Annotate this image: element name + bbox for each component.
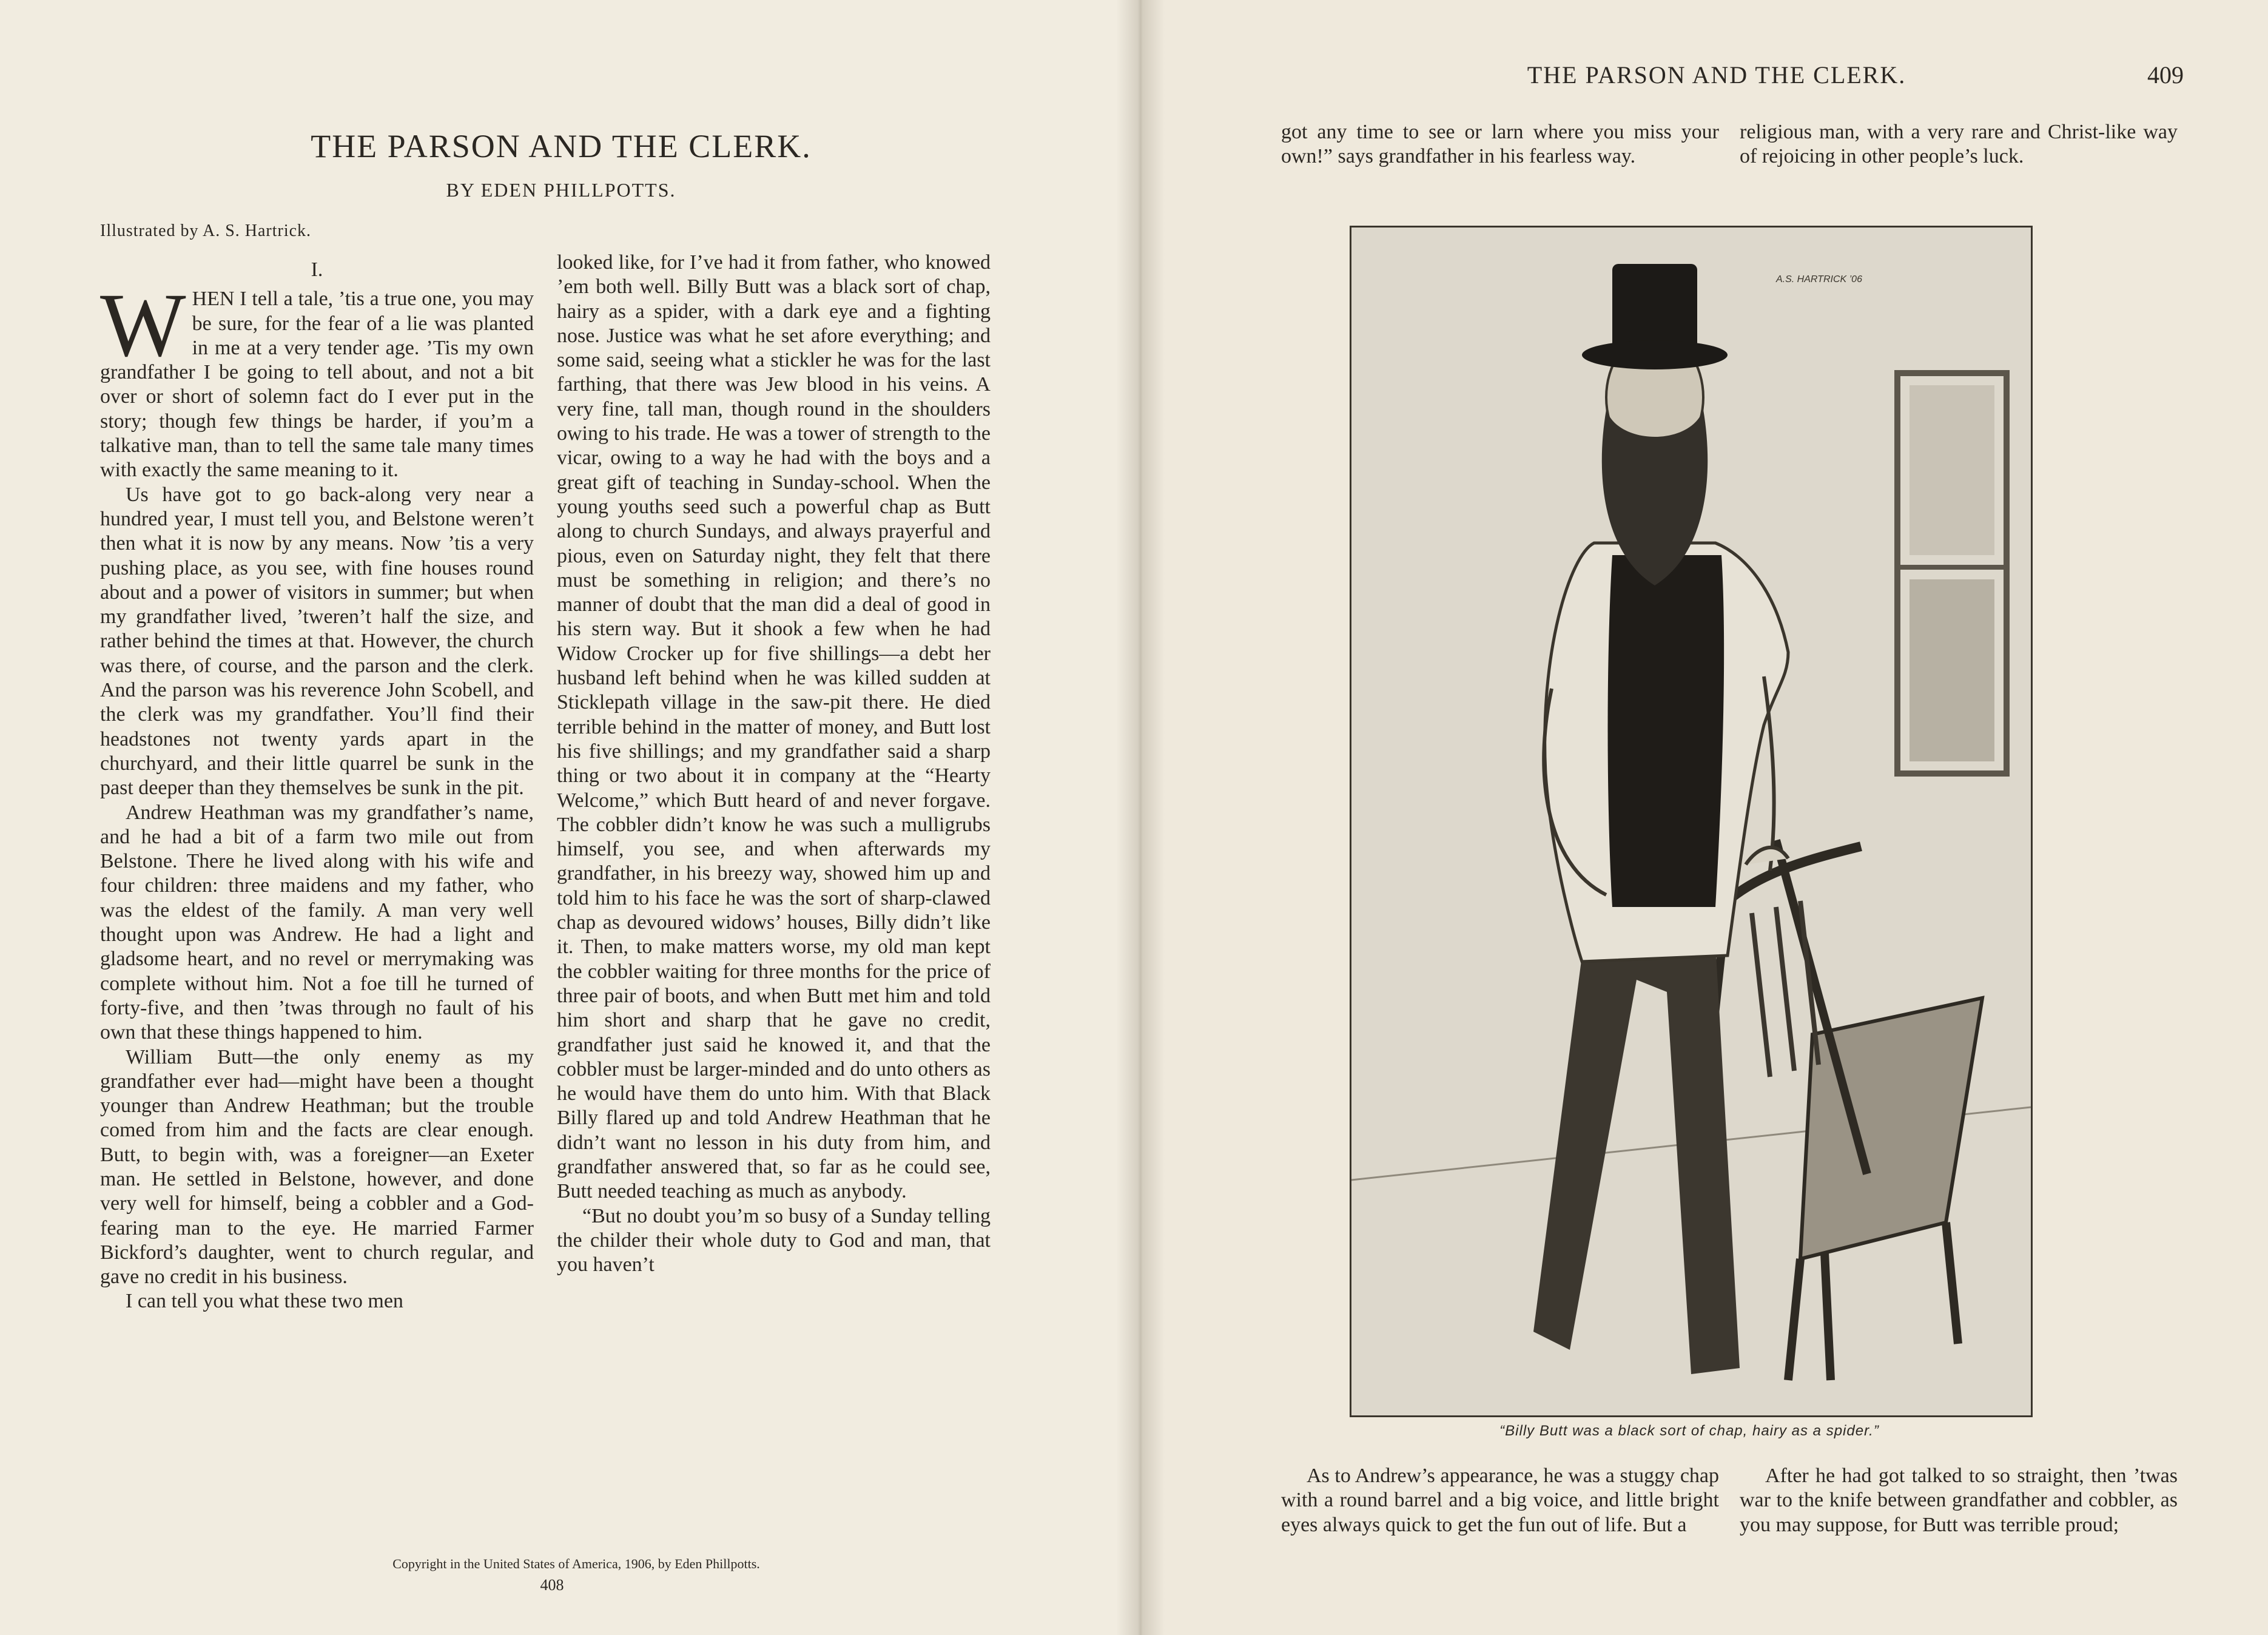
article-byline: BY EDEN PHILLPOTTS.: [446, 179, 676, 201]
paragraph: looked like, for I’ve had it from father, who knowed ’em both well. Billy Butt was a black sort of chap, hairy as a spider, with a dark eye and a fighting nose. Justice was what he set afore everything; and some said, seeing what a stickler he was for the last farthing, that there was Jew blood in his veins. A very fine, tall man, though round in the shoulders owing to his trade. He was a tower of strength to the vicar, owing to a way he had with the boys and a great gift of teaching in Sunday-school. When the young youths seed such a powerful chap as Butt along to church Sundays, and always prayerful and pious, even on Saturday night, they felt that there must be something in religion; and there’s no manner of doubt that the man did a deal of good in his stern way. But it shook a few when he had Widow Crocker up for five shillings—a debt her husband left behind when he was killed sudden at Sticklepath village in the saw-pit there. He died terrible behind in the matter of money, and Butt lost his five shillings; and my grandfather said a sharp thing or two about it in company at the “Hearty Welcome,” which Butt heard of and never forgave. The cobbler didn’t know he was such a mulligrubs himself, you see, and when afterwards my grandfather, in his breezy way, showed him up and told him to his face he was the sort of sharp-clawed chap as devoured widows’ houses, Billy didn’t like it. Then, to make matters worse, my old man kept the cobbler waiting for three months for the price of three pair of boots, and when Butt met him and told him short and sharp that he gave no credit, grandfather just said he knowed it, and that the cobbler must be larger-minded and do unto others as he would have them do unto him. With that Black Billy flared up and told Andrew Heathman that he didn’t want no lesson in his duty from him, and grandfather answered that, so far as he could see, Butt needed teaching as much as anybody.: [557, 251, 991, 1203]
illustration-frame: [1350, 226, 2033, 1417]
paragraph: Andrew Heathman was my grandfather’s name, and he had a bit of a farm two mile out from Belstone. There he lived along with his wife and four children: three maidens and my father, who was the eldest of the family. A man very well thought upon was Andrew. He had a light and gladsome heart, and no revel or merrymaking was complete without him. Not a foe till he turned of forty-five, and then ’twas through no fault of his own that these things happened to him.: [100, 801, 534, 1044]
paragraph: “But no doubt you’m so busy of a Sunday telling the childer their whole duty to God and man, that you haven’t: [557, 1204, 991, 1276]
running-head: THE PARSON AND THE CLERK.: [1527, 61, 1906, 89]
bottom-column-2: [1740, 1464, 2178, 1537]
drop-cap: W: [100, 275, 186, 376]
paragraph: religious man, with a very rare and Christ-like way of rejoicing in other people’s luck.: [1740, 121, 2178, 168]
text-column-1: [100, 258, 534, 1314]
page-number-right: 409: [2147, 61, 2184, 89]
text-column-2: [557, 251, 991, 1277]
paragraph-text: HEN I tell a tale, ’tis a true one, you may be sure, for the fear of a lie was planted in me at a very tender age. ’Tis my own grandfather I be going to tell about, and not a bit over or short of solemn fact do I ever put in the story; though few things be harder, if you’m a talkative man, than to tell the same tale many times with exactly the same meaning to it.: [100, 288, 534, 482]
section-heading: I.: [311, 258, 323, 281]
illustration-drawing: [1351, 228, 2031, 1415]
paragraph: As to Andrew’s appearance, he was a stuggy chap with a round barrel and a big voice, and little bright eyes always quick to get the fun out of life. But a: [1281, 1465, 1719, 1536]
copyright-notice: Copyright in the United States of America, 1906, by Eden Phillpotts.: [392, 1556, 760, 1571]
paragraph: I can tell you what these two men: [126, 1290, 403, 1313]
paragraph: Us have got to go back-along very near a hundred year, I must tell you, and Belstone weren’t then what it is now by any means. Now ’tis a very pushing place, as you see, with fine houses round about and a power of visitors in summer; but when my grandfather lived, ’tweren’t half the size, and rather behind the times at that. However, the church was there, of course, and the parson and the clerk. And the parson was his reverence John Scobell, and the clerk was my grandfather. You’ll find their headstones not twenty yards apart in the churchyard, and their little quarrel be sunk in the past deeper than they themselves be sunk in the pit.: [100, 483, 534, 800]
top-column-1: [1281, 120, 1719, 169]
bottom-column-1: [1281, 1464, 1719, 1537]
page-number-left: 408: [540, 1576, 564, 1594]
illustration-signature: A.S. HARTRICK ’06: [1776, 274, 1862, 285]
article-title: THE PARSON AND THE CLERK.: [311, 128, 812, 164]
paragraph: got any time to see or larn where you miss your own!” says grandfather in his fearless way.: [1281, 121, 1719, 168]
book-gutter: [1116, 0, 1165, 1635]
illustrator-credit: Illustrated by A. S. Hartrick.: [100, 221, 312, 240]
illustration-caption: “Billy Butt was a black sort of chap, hairy as a spider.”: [1499, 1423, 1879, 1439]
paragraph-opening: [100, 275, 534, 482]
top-column-2: [1740, 120, 2178, 169]
paragraph: After he had got talked to so straight, then ’twas war to the knife between grandfather and cobbler, as you may suppose, for Butt was terrible proud;: [1740, 1465, 2178, 1536]
paragraph: William Butt—the only enemy as my grandfather ever had—might have been a thought younger than Andrew Heathman; but the trouble comed from him and the facts are clear enough. Butt, to begin with, was a foreigner—an Exeter man. He settled in Belstone, however, and done very well for himself, being a cobbler and a God-fearing man to the eye. He married Farmer Bickford’s daughter, went to church regular, and gave no credit in his business.: [100, 1045, 534, 1289]
right-page: [1140, 0, 2268, 1635]
